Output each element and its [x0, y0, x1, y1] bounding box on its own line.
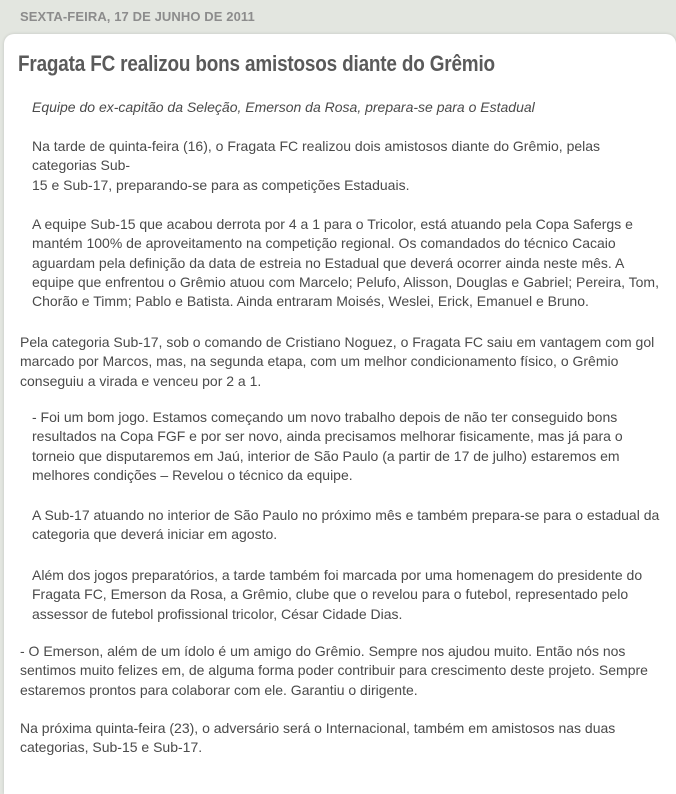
paragraph-1	[32, 137, 660, 195]
paragraph-3: Pela categoria Sub-17, sob o comando de Cristiano Noguez, o Fragata FC saiu em vantagem com gol marcado por Marcos, mas, na segunda etapa, com um melhor condicionamento físico, o Grêmio conseguiu a virada e venceu por 2 a 1.	[20, 334, 655, 389]
paragraph-2: A equipe Sub-15 que acabou derrota por 4 a 1 para o Tricolor, está atuando pela Copa Safergs e mantém 100% de aproveitamento na competição regional. Os comandados do técnico Cacaio aguardam pela definição da data de estreia no Estadual que deverá ocorrer ainda neste mês. A equipe que enfrentou o Grêmio atuou com Marcelo; Pelufo, Alisson, Douglas e Gabriel; Pereira, Tom, Chorão e Timm; Pablo e Batista. Ainda entraram Moisés, Weslei, Erick, Emanuel e Bruno.	[32, 216, 659, 310]
post-subtitle: Equipe do ex-capitão da Seleção, Emerson da Rosa, prepara-se para o Estadual	[32, 99, 535, 115]
paragraph-6: Além dos jogos preparatórios, a tarde também foi marcada por uma homenagem do presidente do Fragata FC, Emerson da Rosa, a Grêmio, clube que o revelou para o futebol, representado pelo assessor de futebol profissional tricolor, César Cidade Dias.	[32, 567, 643, 622]
paragraph-1-line-2: 15 e Sub-17, preparando-se para as competições Estaduais.	[32, 176, 410, 193]
paragraph-4-quote: - Foi um bom jogo. Estamos começando um novo trabalho depois de não ter conseguido bons resultados na Copa FGF e por ser novo, ainda precisamos melhorar fisicamente, mas já para o torneio que disputaremos em Jaú, interior de São Paulo (a partir de 17 de julho) estaremos em melhores condições – Revelou o técnico da equipe.	[32, 409, 623, 483]
paragraph-1-line-1: Na tarde de quinta-feira (16), o Fragata FC realizou dois amistosos diante do Grêmio, pelas categorias Sub-	[32, 138, 601, 174]
paragraph-5: A Sub-17 atuando no interior de São Paulo no próximo mês e também prepara-se para o estadual da categoria que deverá iniciar em agosto.	[32, 507, 660, 543]
paragraph-8: Na próxima quinta-feira (23), o adversário será o Internacional, também em amistosos nas duas categorias, Sub-15 e Sub-17.	[20, 720, 616, 756]
paragraph-7-quote: - O Emerson, além de um ídolo é um amigo do Grêmio. Sempre nos ajudou muito. Então nós nos sentimos muito felizes em, de alguma forma poder contribuir para crescimento deste projeto. Sempre estaremos prontos para colaborar com ele. Garantiu o dirigente.	[20, 643, 648, 698]
post-date: SEXTA-FEIRA, 17 DE JUNHO DE 2011	[20, 9, 255, 24]
post-title[interactable]: Fragata FC realizou bons amistosos diante do Grêmio	[18, 51, 495, 76]
